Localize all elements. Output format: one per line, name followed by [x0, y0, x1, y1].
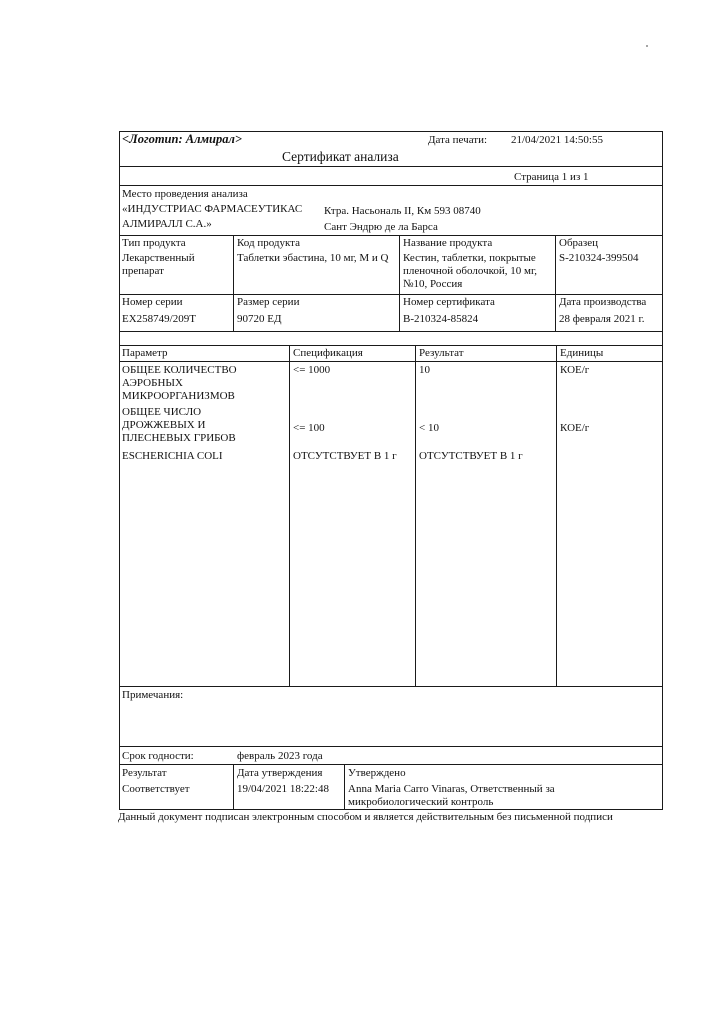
serial-value: EX258749/209T: [122, 313, 196, 325]
product-type-value: Лекарственный препарат: [122, 252, 195, 277]
col-divider: [233, 235, 234, 331]
table-row-parameter: ESCHERICHIA COLI: [122, 450, 223, 462]
certificate-number-value: B-210324-85824: [403, 313, 479, 325]
col-divider: [344, 764, 345, 809]
product-name-value: Кестин, таблетки, покрытые пленочной оболочкой, 10 мг, №10, Россия: [403, 252, 538, 290]
company-name-line2: АЛМИРАЛЛ С.А.»: [122, 218, 212, 230]
site-label: Место проведения анализа: [122, 188, 248, 200]
product-code-label: Код продукта: [237, 237, 301, 249]
table-row-result: < 10: [419, 422, 439, 434]
col-divider: [556, 345, 557, 686]
production-date-label: Дата производства: [559, 296, 647, 308]
column-header-result: Результат: [419, 347, 464, 359]
approval-date-label: Дата утверждения: [237, 767, 323, 779]
rule: [119, 294, 663, 295]
address-line1: Ктра. Насьональ II, Км 593 08740: [324, 205, 481, 217]
expiry-label: Срок годности:: [122, 750, 194, 762]
print-date-label: Дата печати:: [428, 134, 488, 146]
serial-label: Номер серии: [122, 296, 183, 308]
table-row-specification: ОТСУТСТВУЕТ В 1 г: [293, 450, 397, 462]
rule: [119, 361, 663, 362]
page-number: Страница 1 из 1: [514, 171, 589, 183]
approval-date-value: 19/04/2021 18:22:48: [237, 783, 329, 795]
rule-bottom: [119, 809, 663, 810]
product-name-label: Название продукта: [403, 237, 493, 249]
col-divider: [415, 345, 416, 686]
signature-disclaimer: Данный документ подписан электронным способом и является действительным без письменной подписи: [118, 811, 613, 823]
rule: [119, 331, 663, 332]
batch-size-value: 90720 ЕД: [237, 313, 282, 325]
rule: [119, 345, 663, 346]
column-header-specification: Спецификация: [293, 347, 363, 359]
rule: [119, 764, 663, 765]
company-name-line1: «ИНДУСТРИАС ФАРМАСЕУТИКАС: [122, 203, 303, 215]
border-left: [119, 131, 120, 809]
table-row-specification: <= 100: [293, 422, 325, 434]
approval-result-label: Результат: [122, 767, 167, 779]
col-divider: [399, 235, 400, 331]
table-row-units: КОЕ/г: [560, 364, 590, 376]
approved-by-label: Утверждено: [348, 767, 406, 779]
table-row-result: 10: [419, 364, 430, 376]
column-header-units: Единицы: [560, 347, 604, 359]
column-header-parameter: Параметр: [122, 347, 168, 359]
company-logo: <Логотип: Алмирал>: [122, 132, 243, 146]
col-divider: [289, 345, 290, 686]
table-row-result: ОТСУТСТВУЕТ В 1 г: [419, 450, 523, 462]
table-row-units: КОЕ/г: [560, 422, 590, 434]
rule: [119, 746, 663, 747]
document-title: Сертификат анализа: [282, 149, 399, 164]
approval-result-value: Соответствует: [122, 783, 190, 795]
table-row-parameter: ОБЩЕЕ КОЛИЧЕСТВО АЭРОБНЫХ МИКРООРГАНИЗМОВ: [122, 364, 237, 402]
print-date-value: 21/04/2021 14:50:55: [511, 134, 603, 146]
product-type-label: Тип продукта: [122, 237, 186, 249]
sample-value: S-210324-399504: [559, 252, 639, 264]
col-divider: [555, 235, 556, 331]
rule: [119, 166, 663, 167]
address-line2: Сант Эндрю де ла Барса: [324, 221, 438, 233]
production-date-value: 28 февраля 2021 г.: [559, 313, 645, 325]
rule: [119, 686, 663, 687]
scan-mark: [646, 45, 648, 47]
certificate-number-label: Номер сертификата: [403, 296, 495, 308]
table-row-parameter: ОБЩЕЕ ЧИСЛО ДРОЖЖЕВЫХ И ПЛЕСНЕВЫХ ГРИБОВ: [122, 406, 236, 444]
border-right: [662, 131, 663, 809]
col-divider: [233, 764, 234, 809]
sample-label: Образец: [559, 237, 599, 249]
table-row-specification: <= 1000: [293, 364, 331, 376]
expiry-value: февраль 2023 года: [237, 750, 323, 762]
notes-label: Примечания:: [122, 689, 184, 701]
product-code-value: Таблетки эбастина, 10 мг, М и Q: [237, 252, 389, 264]
approved-by-value: Anna Maria Carro Vinaras, Ответственный за микробиологический контроль: [348, 783, 555, 808]
rule: [119, 235, 663, 236]
batch-size-label: Размер серии: [237, 296, 300, 308]
rule: [119, 185, 663, 186]
